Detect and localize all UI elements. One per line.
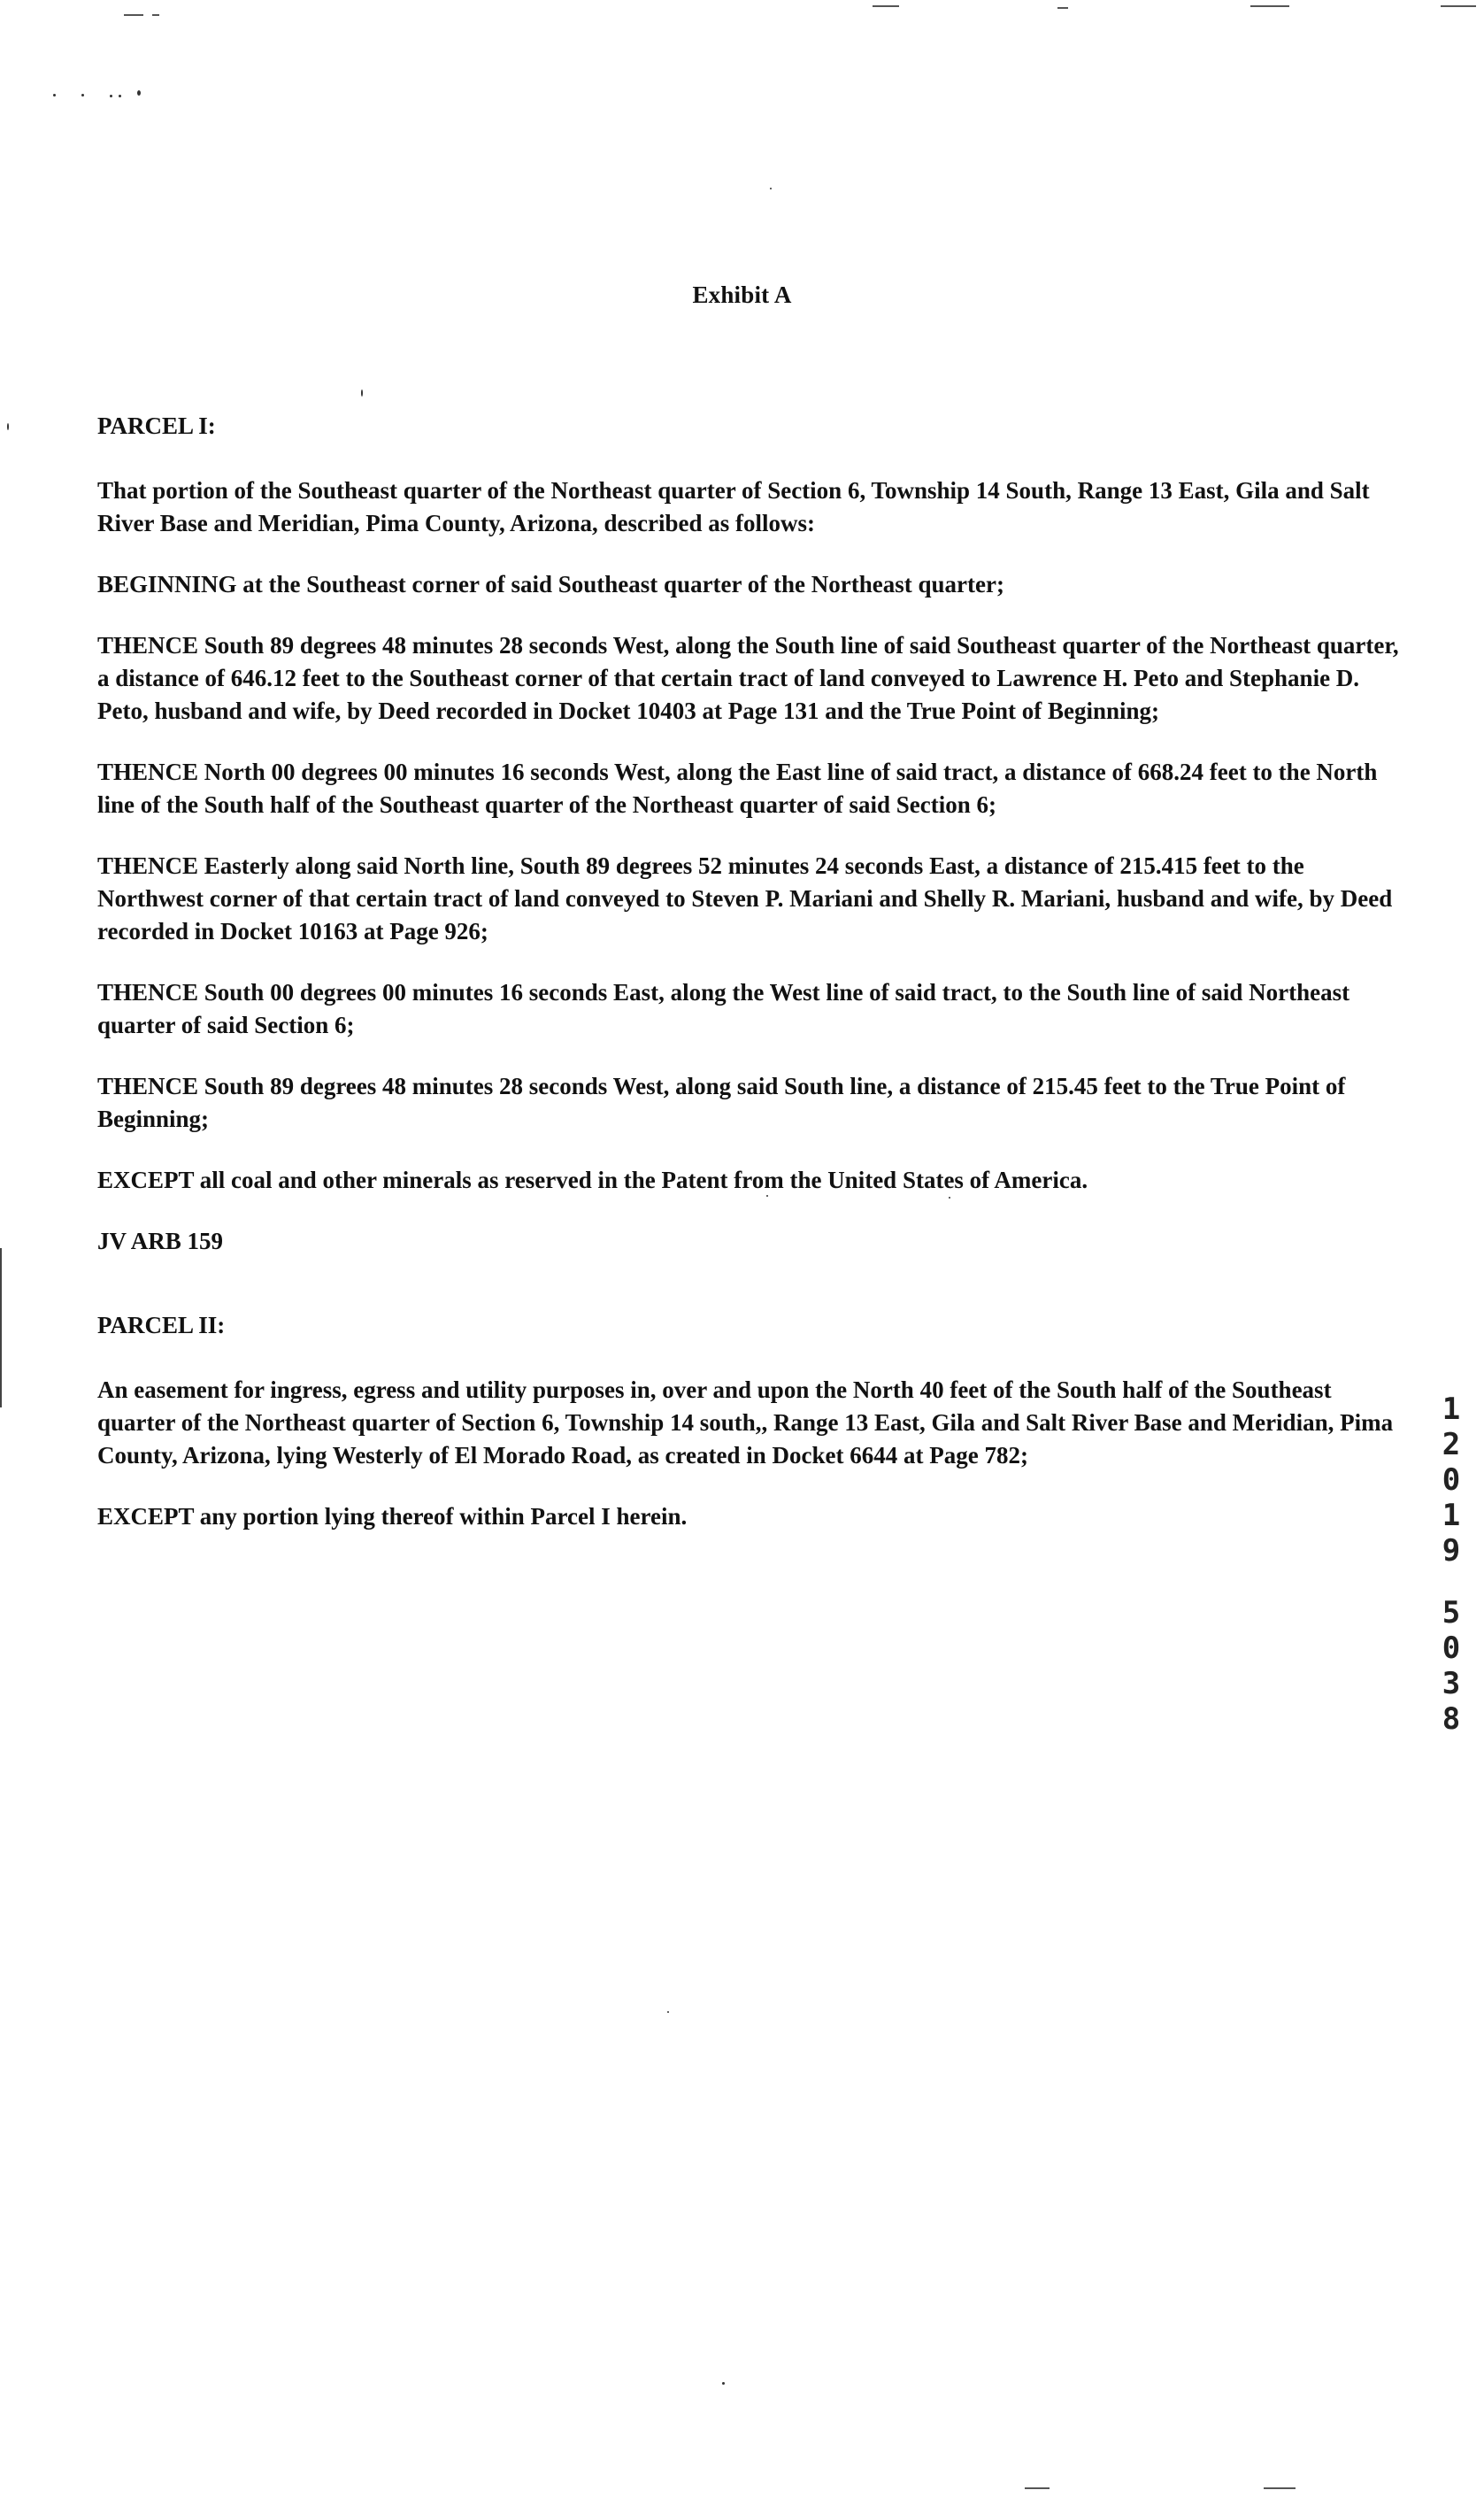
parcel-1-paragraph: THENCE South 89 degrees 48 minutes 28 seconds West, along said South line, a distance of 215.45 feet to the True Point of Beginning;	[97, 1073, 1346, 1132]
scan-mark	[152, 14, 159, 16]
stamp-digit: 8	[1442, 1701, 1461, 1737]
scan-dot	[53, 94, 56, 96]
scan-dot	[7, 423, 9, 430]
scan-mark	[1264, 2487, 1296, 2489]
stamp-digit: 1	[1442, 1498, 1461, 1533]
stamp-digit: 0	[1442, 1631, 1461, 1666]
stamp-digit: 5	[1442, 1595, 1461, 1631]
parcel-2-heading: PARCEL II:	[97, 1312, 226, 1338]
parcel-1-heading: PARCEL I:	[97, 412, 216, 439]
scan-dot	[722, 2382, 725, 2385]
scan-dot	[667, 2011, 669, 2013]
parcel-1-paragraph: THENCE Easterly along said North line, South 89 degrees 52 minutes 24 seconds East, a distance of 215.415 feet to the Northwest corner of that certain tract of land conveyed to Steven P. Mariani and Shelly R. Mariani, husband and wife, by Deed recorded in Docket 10163 at Page 926;	[97, 852, 1393, 944]
parcel-2-paragraph: EXCEPT any portion lying thereof within Parcel I herein.	[97, 1503, 688, 1530]
scan-mark	[1441, 5, 1476, 7]
scan-dot	[119, 95, 121, 97]
scan-mark	[1025, 2487, 1050, 2489]
scan-dot	[110, 95, 112, 97]
parcel-2-paragraph: An easement for ingress, egress and utility purposes in, over and upon the North 40 feet of the South half of the Southeast quarter of the Northeast quarter of Section 6, Township 14 south,, Range 13 East, Gila and Salt River Base and Meridian, Pima County, Arizona, lying Westerly of El Morado Road, as created in Docket 6644 at Page 782;	[97, 1376, 1394, 1469]
parcel-1-paragraph: THENCE South 89 degrees 48 minutes 28 seconds West, along the South line of said Southeast quarter of the Northeast quarter, a distance of 646.12 feet to the Southeast corner of that certain tract of land conveyed to Lawrence H. Peto and Stephanie D. Peto, husband and wife, by Deed recorded in Docket 10403 at Page 131 and the True Point of Beginning;	[97, 632, 1399, 724]
scan-dot	[770, 188, 772, 189]
scan-dot	[81, 94, 84, 96]
scan-dot	[361, 389, 363, 397]
parcel-1-paragraph: EXCEPT all coal and other minerals as reserved in the Patent from the United States of America.	[97, 1167, 1088, 1193]
stamp-digit: 2	[1442, 1427, 1461, 1462]
scan-mark	[873, 5, 899, 7]
recording-number-stamp	[1432, 1392, 1471, 1737]
parcel-1-reference: JV ARB 159	[97, 1228, 224, 1254]
document-body	[97, 410, 1407, 1533]
parcel-1-paragraph: THENCE North 00 degrees 00 minutes 16 seconds West, along the East line of said tract, a distance of 668.24 feet to the North line of the South half of the Southeast quarter of the Northeast quarter of said Section 6;	[97, 759, 1378, 818]
stamp-digit: 9	[1442, 1533, 1461, 1569]
stamp-digit: 0	[1442, 1462, 1461, 1498]
scan-dot	[137, 90, 141, 96]
parcel-1-paragraph: THENCE South 00 degrees 00 minutes 16 seconds East, along the West line of said tract, to the South line of said Northeast quarter of said Section 6;	[97, 979, 1350, 1038]
scan-edge-line	[0, 1248, 2, 1407]
parcel-1-paragraph: BEGINNING at the Southeast corner of said Southeast quarter of the Northeast quarter;	[97, 571, 1004, 598]
stamp-digit: 1	[1442, 1392, 1461, 1427]
parcel-1-paragraph: That portion of the Southeast quarter of the Northeast quarter of Section 6, Township 14 South, Range 13 East, Gila and Salt River Base and Meridian, Pima County, Arizona, described as follows:	[97, 477, 1370, 536]
page-title: Exhibit A	[692, 281, 792, 308]
scan-mark	[1250, 5, 1289, 7]
scan-mark	[124, 14, 143, 16]
stamp-digit: 3	[1442, 1666, 1461, 1701]
scan-mark	[1057, 7, 1068, 9]
